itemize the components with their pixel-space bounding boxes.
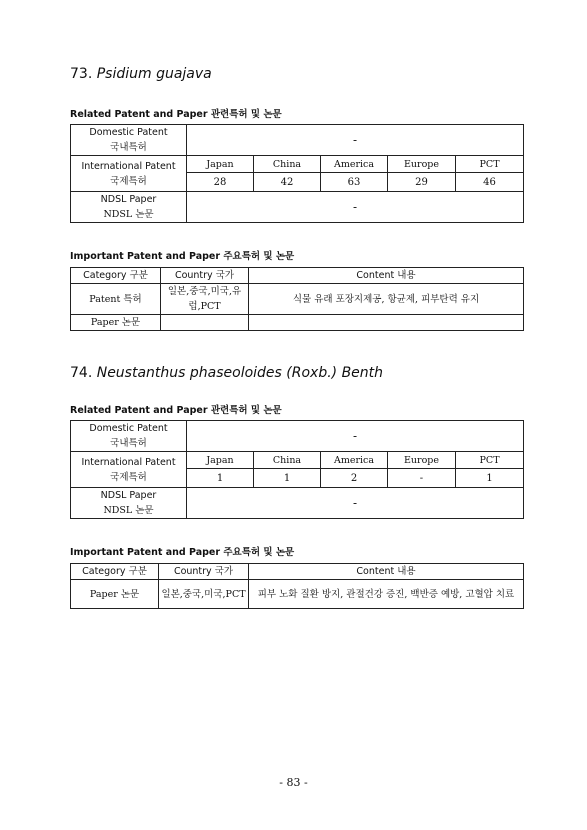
country-europe: Europe (388, 156, 456, 173)
row-content (249, 315, 524, 331)
section-number: 73. (70, 66, 93, 82)
header-country: Country 국가 (161, 268, 249, 284)
domestic-patent-header: Domestic Patent 국내특허 (71, 421, 187, 452)
count-europe: 29 (388, 173, 456, 192)
important-patent-label: Important Patent and Paper 주요특허 및 논문 (70, 251, 295, 262)
section-74-title (70, 365, 383, 381)
country-china: China (254, 156, 321, 173)
ndsl-paper-value: - (187, 192, 524, 223)
row-country: 일본,중국,미국,유럽,PCT (161, 284, 249, 315)
section-73-title (70, 66, 212, 82)
section-number: 74. (70, 365, 93, 381)
count-europe: - (388, 469, 456, 488)
page-number: - 83 - (279, 776, 308, 789)
ndsl-paper-header: NDSL Paper NDSL 논문 (71, 192, 187, 223)
count-pct: 1 (456, 469, 524, 488)
count-china: 42 (254, 173, 321, 192)
domestic-patent-header: Domestic Patent 국내특허 (71, 125, 187, 156)
row-country (161, 315, 249, 331)
header-content: Content 내용 (249, 268, 524, 284)
header-category: Category 구분 (71, 268, 161, 284)
country-america: America (321, 452, 388, 469)
header-country: Country 국가 (159, 564, 249, 580)
count-pct: 46 (456, 173, 524, 192)
species-name: Neustanthus phaseoloides (Roxb.) Benth (96, 365, 384, 381)
country-pct: PCT (456, 452, 524, 469)
international-patent-header: International Patent 국제특허 (71, 452, 187, 488)
row-category: Paper 논문 (71, 315, 161, 331)
ndsl-paper-header: NDSL Paper NDSL 논문 (71, 488, 187, 519)
related-patent-table (70, 124, 524, 223)
international-patent-header: International Patent 국제특허 (71, 156, 187, 192)
count-japan: 28 (187, 173, 254, 192)
row-content: 피부 노화 질환 방지, 관절건강 증진, 백반증 예방, 고혈압 치료 (249, 580, 524, 609)
count-america: 2 (321, 469, 388, 488)
domestic-patent-value: - (187, 421, 524, 452)
domestic-patent-value: - (187, 125, 524, 156)
related-patent-table (70, 420, 524, 519)
country-america: America (321, 156, 388, 173)
species-name: Psidium guajava (96, 66, 212, 82)
important-patent-label: Important Patent and Paper 주요특허 및 논문 (70, 547, 295, 558)
count-china: 1 (254, 469, 321, 488)
ndsl-paper-value: - (187, 488, 524, 519)
row-content: 식물 유래 포장지제공, 항균제, 피부탄력 유지 (249, 284, 524, 315)
country-china: China (254, 452, 321, 469)
count-america: 63 (321, 173, 388, 192)
row-category: Paper 논문 (71, 580, 159, 609)
important-patent-table (70, 563, 524, 609)
related-patent-label: Related Patent and Paper 관련특허 및 논문 (70, 405, 282, 416)
country-pct: PCT (456, 156, 524, 173)
header-content: Content 내용 (249, 564, 524, 580)
row-category: Patent 특허 (71, 284, 161, 315)
important-patent-table (70, 267, 524, 331)
count-japan: 1 (187, 469, 254, 488)
row-country: 일본,중국,미국,PCT (159, 580, 249, 609)
country-europe: Europe (388, 452, 456, 469)
country-japan: Japan (187, 452, 254, 469)
country-japan: Japan (187, 156, 254, 173)
header-category: Category 구분 (71, 564, 159, 580)
related-patent-label: Related Patent and Paper 관련특허 및 논문 (70, 109, 282, 120)
